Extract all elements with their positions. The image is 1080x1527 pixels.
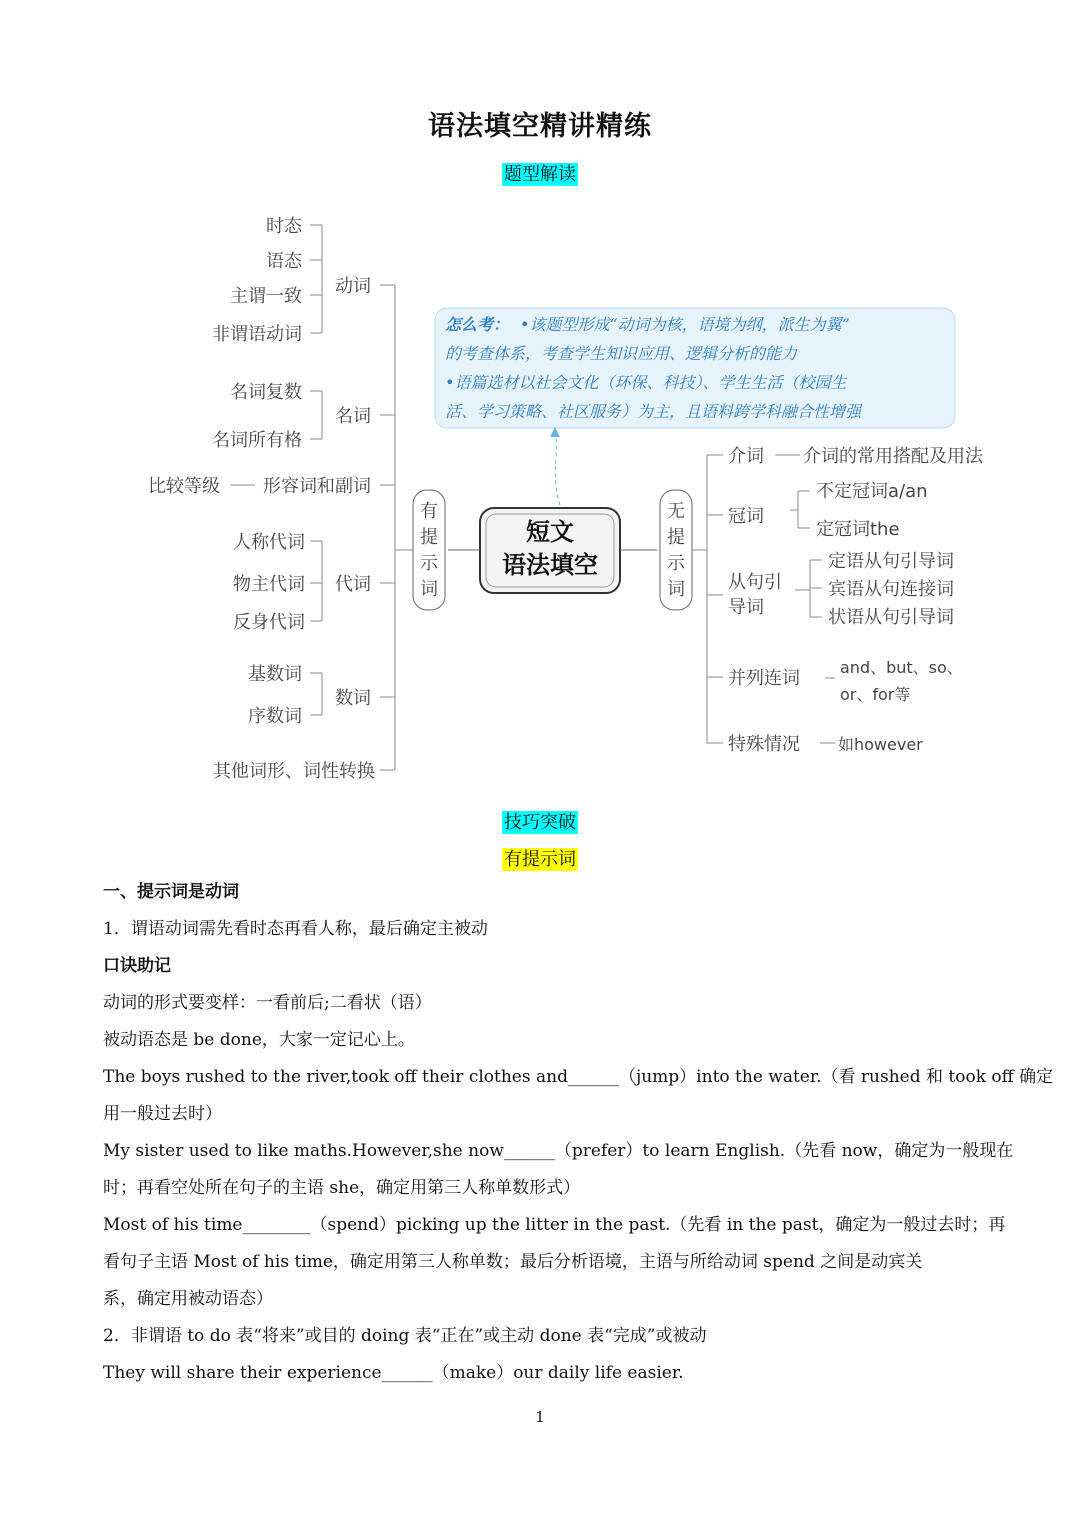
conj-line-1: and、but、so、	[840, 658, 963, 677]
paragraph-mnemonic-2: 被动语态是 be done，大家一定记心上。	[103, 1030, 415, 1050]
left-branch-char-2: 提	[420, 527, 438, 548]
body-text	[103, 874, 1054, 1392]
left-branch-char-3: 示	[420, 553, 438, 574]
noun-item-possessive: 名词所有格	[212, 430, 302, 451]
conj-line-2: or、for等	[840, 685, 911, 704]
example-1-line-2: 用一般过去时）	[103, 1104, 222, 1124]
paragraph-rule-1: 1．谓语动词需先看时态再看人称，最后确定主被动	[103, 919, 488, 939]
adj-label: 形容词和副词	[263, 476, 371, 497]
example-2-line-1: My sister used to like maths.However,she now______（prefer）to learn English.（先看 now，确定为一般现在	[103, 1141, 1014, 1161]
note-head: 怎么考：	[445, 315, 510, 334]
heading-mnemonic: 口诀助记	[103, 956, 171, 976]
pronoun-item-possessive: 物主代词	[233, 574, 305, 595]
verb-label: 动词	[335, 276, 371, 297]
conj-label: 并列连词	[728, 668, 800, 689]
example-2-line-2: 时；再看空处所在句子的主语 she，确定用第三人称单数形式）	[103, 1178, 581, 1198]
other-conversion: 其他词形、词性转换	[213, 761, 375, 782]
right-branch-char-3: 示	[667, 553, 685, 574]
adj-item-comparison: 比较等级	[148, 476, 220, 497]
article-label: 冠词	[728, 506, 764, 527]
numeral-item-ordinal: 序数词	[248, 706, 302, 727]
heading-verb-hint: 一、提示词是动词	[103, 882, 239, 902]
page-number: 1	[535, 1408, 545, 1426]
noun-label: 名词	[335, 406, 371, 427]
example-4: They will share their experience______（make）our daily life easier.	[103, 1363, 684, 1383]
prep-item: 介词的常用搭配及用法	[803, 446, 983, 467]
article-item-indefinite: 不定冠词a/an	[816, 481, 928, 502]
left-branch-char-4: 词	[420, 579, 438, 600]
example-3-line-3: 系，确定用被动语态）	[103, 1289, 273, 1309]
verb-item-tense: 时态	[266, 216, 302, 237]
noun-item-plural: 名词复数	[230, 382, 302, 403]
example-3-line-1: Most of his time________（spend）picking up the litter in the past.（先看 in the past，确定为一般过去时；再	[103, 1215, 1006, 1235]
clause-item-attributive: 定语从句引导词	[828, 551, 954, 572]
verb-item-voice: 语态	[266, 251, 302, 272]
right-branch-char-2: 提	[667, 527, 685, 548]
right-branch-char-4: 词	[667, 579, 685, 600]
pronoun-item-reflexive: 反身代词	[233, 612, 305, 633]
clause-label-1: 从句引	[728, 572, 782, 593]
left-branch-char-1: 有	[420, 501, 438, 522]
center-line-2: 语法填空	[502, 551, 598, 579]
section-label-question-type: 题型解读	[504, 164, 576, 185]
pronoun-label: 代词	[335, 574, 371, 595]
center-line-1: 短文	[526, 518, 574, 546]
right-branch-char-1: 无	[667, 501, 685, 522]
note-line-3: •语篇选材以社会文化（环保、科技）、学生生活（校园生	[445, 373, 847, 392]
clause-label-2: 导词	[728, 597, 764, 618]
note-line-4: 活、学习策略、社区服务）为主，且语料跨学科融合性增强	[445, 402, 862, 421]
verb-item-nonfinite: 非谓语动词	[212, 324, 302, 345]
note-line-1: •该题型形成“动词为核，语境为纲，派生为翼”	[520, 315, 850, 334]
clause-item-object: 宾语从句连接词	[828, 579, 954, 600]
paragraph-rule-2: 2．非谓语 to do 表“将来”或目的 doing 表“正在”或主动 done 表“完成”或被动	[103, 1326, 707, 1346]
section-label-skills: 技巧突破	[504, 812, 576, 833]
example-1-line-1: The boys rushed to the river,took off their clothes and______（jump）into the water.（看 rushed 和 took off 确定	[103, 1067, 1054, 1087]
note-line-2: 的考查体系，考查学生知识应用、逻辑分析的能力	[445, 344, 798, 363]
section-label-with-hint: 有提示词	[504, 849, 576, 870]
verb-item-agreement: 主谓一致	[230, 286, 302, 307]
grammar-mind-map	[130, 195, 1010, 795]
paragraph-mnemonic-1: 动词的形式要变样：一看前后;二看状（语）	[103, 993, 432, 1013]
numeral-label: 数词	[335, 688, 371, 709]
example-3-line-2: 看句子主语 Most of his time，确定用第三人称单数；最后分析语境，主语与所给动词 spend 之间是动宾关	[103, 1252, 923, 1272]
clause-item-adverbial: 状语从句引导词	[828, 607, 954, 628]
pronoun-item-personal: 人称代词	[233, 532, 305, 553]
document-title: 语法填空精讲精练	[428, 111, 652, 142]
special-item: 如however	[838, 735, 923, 754]
article-item-definite: 定冠词the	[816, 519, 900, 540]
numeral-item-cardinal: 基数词	[248, 664, 302, 685]
prep-label: 介词	[728, 446, 764, 467]
special-label: 特殊情况	[728, 734, 800, 755]
note-connector	[555, 432, 560, 505]
